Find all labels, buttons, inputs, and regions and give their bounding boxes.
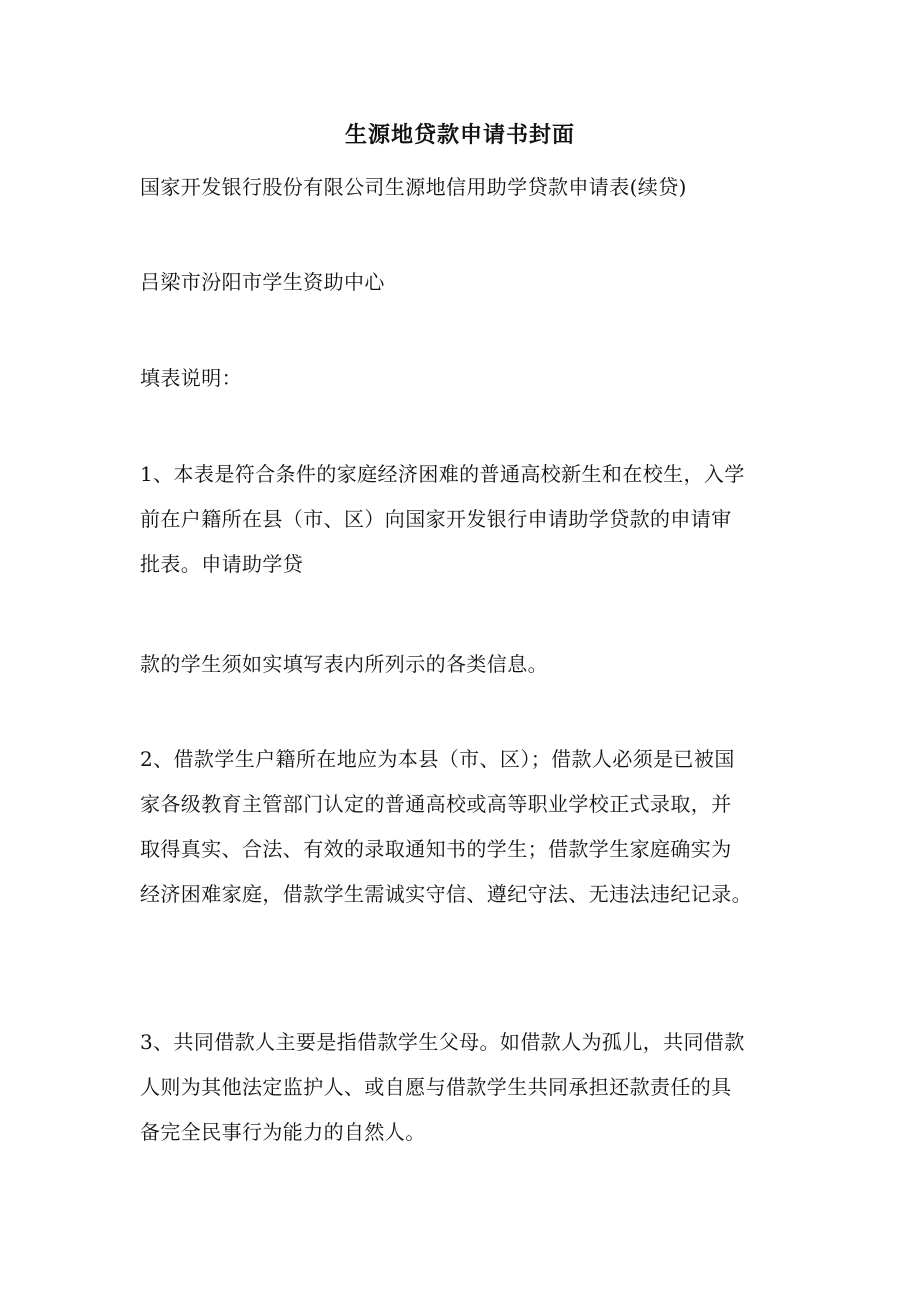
paragraph-line: 2、借款学生户籍所在地应为本县（市、区）；借款人必须是已被国 (140, 747, 735, 771)
instruction-paragraph-1-continued (140, 642, 790, 687)
instruction-paragraph-2 (140, 737, 790, 917)
paragraph-line: 款的学生须如实填写表内所列示的各类信息。 (140, 652, 548, 676)
paragraph-line: 3、共同借款人主要是指借款学生父母。如借款人为孤儿，共同借款 (140, 1030, 745, 1054)
paragraph-line: 人则为其他法定监护人、或自愿与借款学生共同承担还款责任的具 (140, 1075, 732, 1099)
paragraph-line: 1、本表是符合条件的家庭经济困难的普通高校新生和在校生，入学 (140, 462, 745, 486)
paragraph-line: 备完全民事行为能力的自然人。 (140, 1120, 426, 1144)
instruction-paragraph-1 (140, 452, 790, 587)
paragraph-line: 家各级教育主管部门认定的普通高校或高等职业学校正式录取，并 (140, 792, 732, 816)
paragraph-line: 取得真实、合法、有效的录取通知书的学生；借款学生家庭确实为 (140, 837, 732, 861)
document-subtitle: 国家开发银行股份有限公司生源地信用助学贷款申请表(续贷) (140, 175, 687, 199)
paragraph-line: 前在户籍所在县（市、区）向国家开发银行申请助学贷款的申请审 (140, 507, 732, 531)
office-name: 吕梁市汾阳市学生资助中心 (140, 270, 385, 294)
paragraph-line: 经济困难家庭，借款学生需诚实守信、遵纪守法、无违法违纪记录。 (140, 882, 752, 906)
instruction-paragraph-3 (140, 1020, 790, 1155)
paragraph-line: 批表。申请助学贷 (140, 552, 304, 576)
document-title: 生源地贷款申请书封面 (344, 122, 575, 148)
instructions-heading: 填表说明： (140, 366, 242, 390)
